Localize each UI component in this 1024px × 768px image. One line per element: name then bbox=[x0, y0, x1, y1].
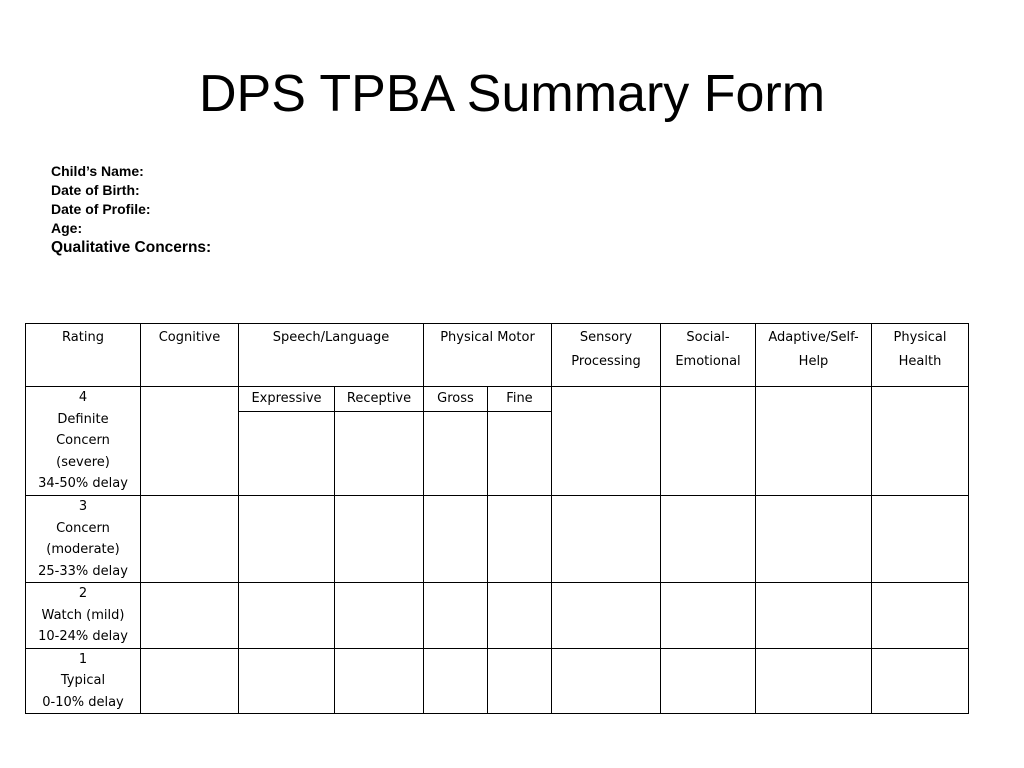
social-cell[interactable] bbox=[661, 648, 756, 714]
fine-cell[interactable] bbox=[488, 412, 552, 496]
expressive-cell[interactable] bbox=[239, 496, 335, 583]
health-cell[interactable] bbox=[872, 496, 969, 583]
header-sensory-processing: Sensory Processing bbox=[552, 324, 661, 387]
rating-3-cell: 3 Concern (moderate) 25-33% delay bbox=[26, 496, 141, 583]
cognitive-cell[interactable] bbox=[141, 387, 239, 496]
fine-cell[interactable] bbox=[488, 648, 552, 714]
adaptive-cell[interactable] bbox=[756, 648, 872, 714]
gross-cell[interactable] bbox=[424, 412, 488, 496]
health-cell[interactable] bbox=[872, 387, 969, 496]
sensory-cell[interactable] bbox=[552, 583, 661, 649]
rating-2-cell: 2 Watch (mild) 10-24% delay bbox=[26, 583, 141, 649]
receptive-cell[interactable] bbox=[335, 412, 424, 496]
child-info-fields bbox=[51, 162, 211, 258]
sensory-cell[interactable] bbox=[552, 648, 661, 714]
social-cell[interactable] bbox=[661, 387, 756, 496]
header-physical-health: Physical Health bbox=[872, 324, 969, 387]
subheader-gross: Gross bbox=[424, 387, 488, 412]
cognitive-cell[interactable] bbox=[141, 496, 239, 583]
table-row bbox=[26, 583, 969, 649]
health-cell[interactable] bbox=[872, 648, 969, 714]
summary-table bbox=[25, 323, 969, 714]
cognitive-cell[interactable] bbox=[141, 648, 239, 714]
header-row bbox=[26, 324, 969, 387]
page-title: DPS TPBA Summary Form bbox=[198, 65, 826, 123]
date-of-birth-label: Date of Birth: bbox=[51, 182, 140, 198]
rating-4-cell: 4 Definite Concern (severe) 34-50% delay bbox=[26, 387, 141, 496]
gross-cell[interactable] bbox=[424, 583, 488, 649]
subheader-fine: Fine bbox=[488, 387, 552, 412]
qualitative-concerns-label: Qualitative Concerns: bbox=[51, 239, 212, 256]
header-speech-language: Speech/Language bbox=[239, 324, 424, 387]
header-cognitive: Cognitive bbox=[141, 324, 239, 387]
receptive-cell[interactable] bbox=[335, 648, 424, 714]
receptive-cell[interactable] bbox=[335, 496, 424, 583]
header-physical-motor: Physical Motor bbox=[424, 324, 552, 387]
age-label: Age: bbox=[51, 220, 83, 236]
gross-cell[interactable] bbox=[424, 648, 488, 714]
adaptive-cell[interactable] bbox=[756, 583, 872, 649]
expressive-cell[interactable] bbox=[239, 648, 335, 714]
adaptive-cell[interactable] bbox=[756, 387, 872, 496]
adaptive-cell[interactable] bbox=[756, 496, 872, 583]
header-rating: Rating bbox=[26, 324, 141, 387]
gross-cell[interactable] bbox=[424, 496, 488, 583]
table-row bbox=[26, 387, 969, 412]
receptive-cell[interactable] bbox=[335, 583, 424, 649]
social-cell[interactable] bbox=[661, 496, 756, 583]
rating-1-cell: 1 Typical 0-10% delay bbox=[26, 648, 141, 714]
child-name-label: Child’s Name: bbox=[51, 163, 144, 179]
sensory-cell[interactable] bbox=[552, 387, 661, 496]
table-row bbox=[26, 496, 969, 583]
sensory-cell[interactable] bbox=[552, 496, 661, 583]
header-social-emotional: Social- Emotional bbox=[661, 324, 756, 387]
date-of-profile-label: Date of Profile: bbox=[51, 201, 151, 217]
cognitive-cell[interactable] bbox=[141, 583, 239, 649]
fine-cell[interactable] bbox=[488, 583, 552, 649]
header-adaptive-self-help: Adaptive/Self- Help bbox=[756, 324, 872, 387]
expressive-cell[interactable] bbox=[239, 412, 335, 496]
health-cell[interactable] bbox=[872, 583, 969, 649]
table-row bbox=[26, 648, 969, 714]
fine-cell[interactable] bbox=[488, 496, 552, 583]
subheader-receptive: Receptive bbox=[335, 387, 424, 412]
social-cell[interactable] bbox=[661, 583, 756, 649]
subheader-expressive: Expressive bbox=[239, 387, 335, 412]
expressive-cell[interactable] bbox=[239, 583, 335, 649]
